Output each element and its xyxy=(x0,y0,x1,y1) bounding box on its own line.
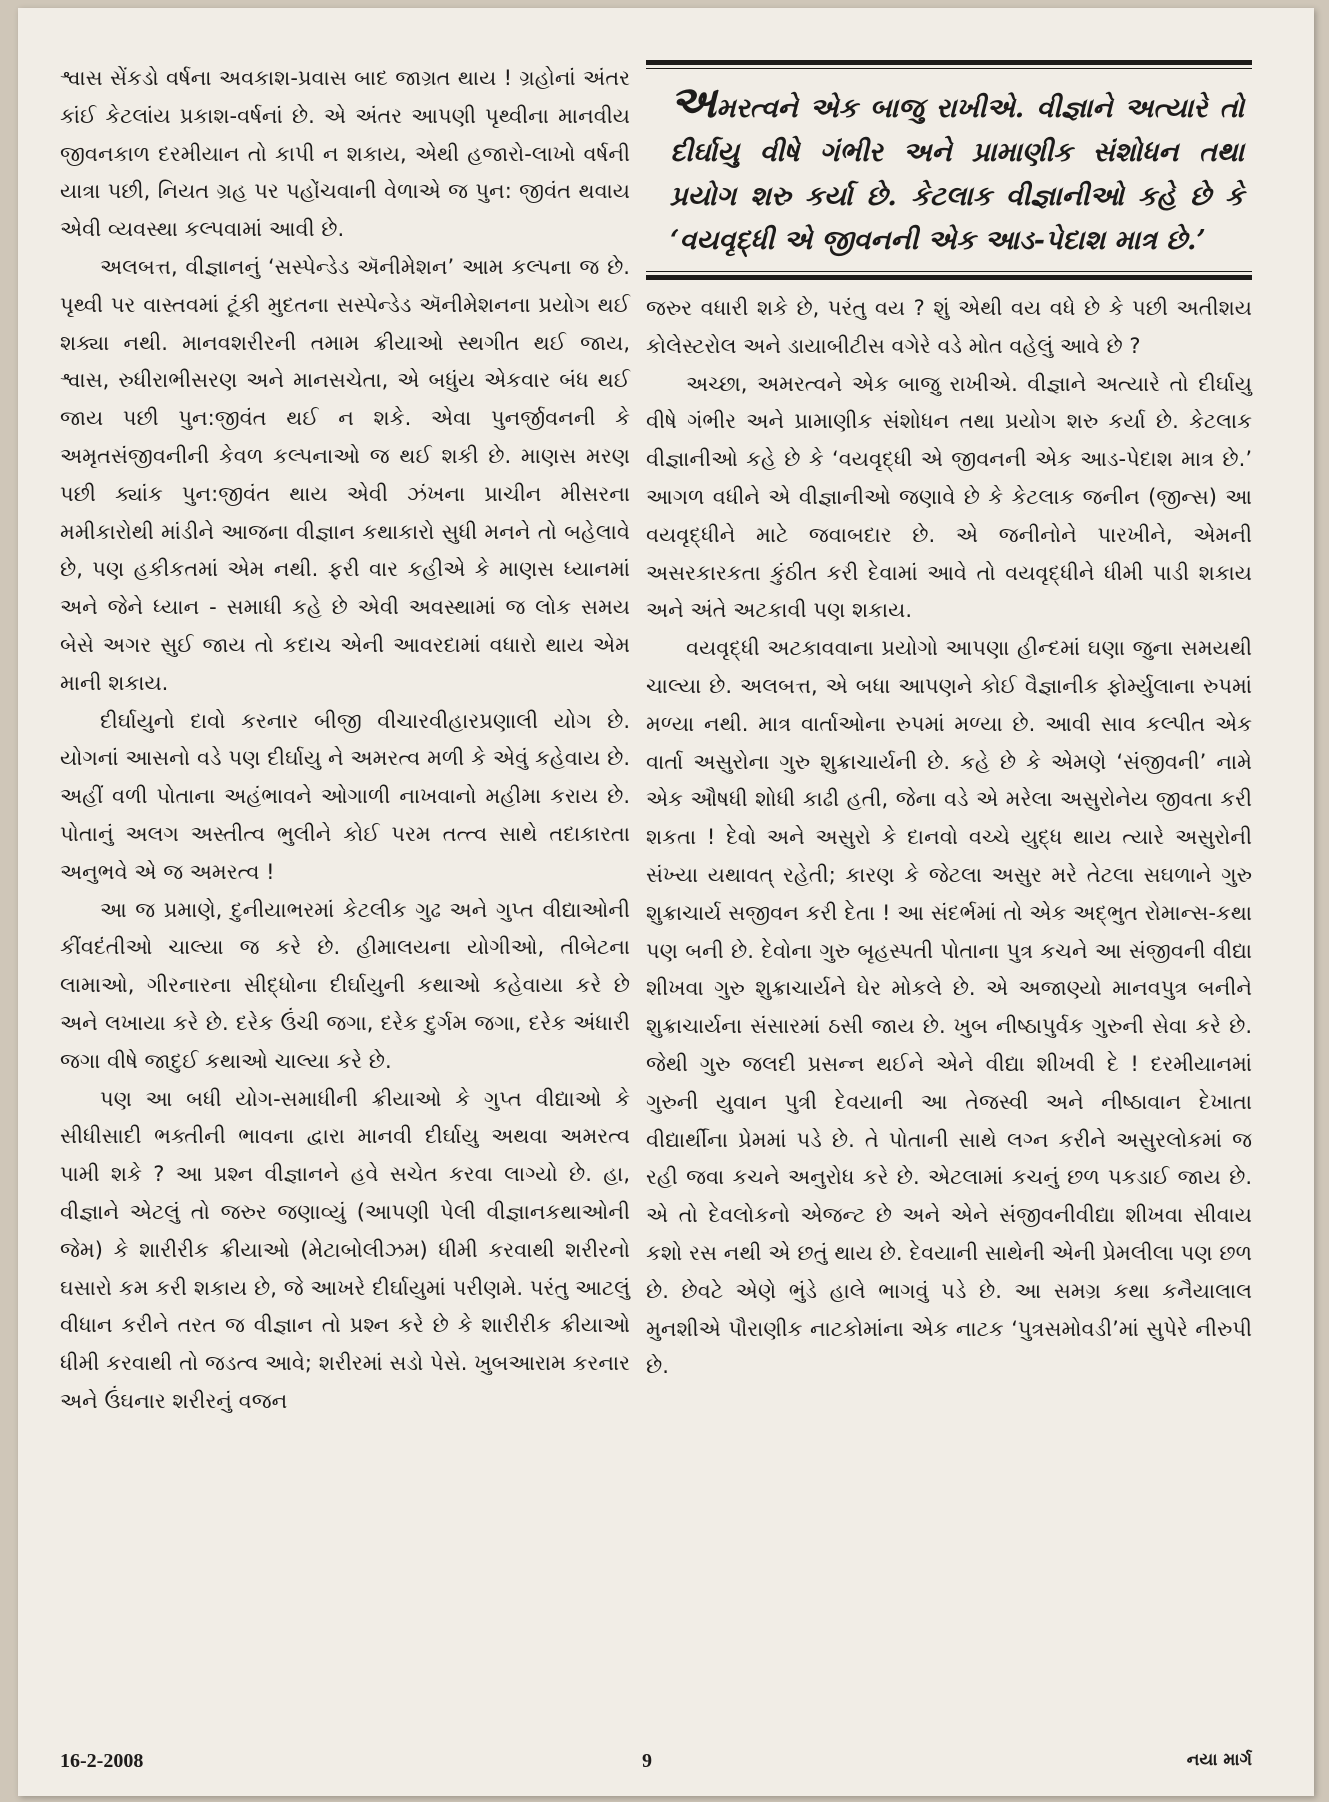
right-text-column xyxy=(646,60,1252,1386)
page-footer xyxy=(60,1750,1252,1778)
magazine-name: નયા માર્ગ xyxy=(1186,1750,1252,1770)
body-paragraph: પણ આ બધી યોગ-સમાધીની ક્રીયાઓ કે ગુપ્ત વીદ્યાઓ કે સીધીસાદી ભક્તીની ભાવના દ્વારા માનવી દીર્ઘાયુ અથવા અમરત્વ પામી શકે ? આ પ્રશ્ન વીજ્ઞાનને હવે સચેત કરવા લાગ્યો છે. હા, વીજ્ઞાને એટલું તો જરુર જણાવ્યું (આપણી પેલી વીજ્ઞાનકથાઓની જેમ) કે શારીરીક ક્રીયાઓ (મેટાબોલીઝમ) ધીમી કરવાથી શરીરનો ઘસારો કમ કરી શકાય છે, જે આખરે દીર્ઘાયુમાં પરીણમે. પરંતુ આટલું વીધાન કરીને તરત જ વીજ્ઞાન તો પ્રશ્ન કરે છે કે શારીરીક ક્રીયાઓ ધીમી કરવાથી તો જડત્વ આવે; શરીરમાં સડો પેસે. ખુબઆરામ કરનાર અને ઉંઘનાર શરીરનું વજન xyxy=(60,1086,630,1413)
pull-quote xyxy=(646,60,1252,280)
issue-date: 16-2-2008 xyxy=(60,1750,144,1772)
magazine-page xyxy=(18,8,1314,1796)
page-number: 9 xyxy=(642,1750,652,1772)
left-text-column xyxy=(60,60,630,1421)
body-paragraph: દીર્ઘાયુનો દાવો કરનાર બીજી વીચારવીહારપ્રણાલી યોગ છે. યોગનાં આસનો વડે પણ દીર્ઘાયુ ને અમરત્વ મળી કે એવું કહેવાય છે. અહીં વળી પોતાના અહંભાવને ઓગાળી નાખવાનો મહીમા કરાય છે. પોતાનું અલગ અસ્તીત્વ ભુલીને કોઈ પરમ તત્ત્વ સાથે તદાકારતા અનુભવે એ જ અમરત્વ ! xyxy=(60,708,630,884)
body-paragraph: અલબત્ત, વીજ્ઞાનનું ‘સસ્પેન્ડેડ ઍનીમેશન’ આમ કલ્પના જ છે. પૃથ્વી પર વાસ્તવમાં ટૂંકી મુદતના સસ્પેન્ડેડ ઍનીમેશનના પ્રયોગ થઈ શક્યા નથી. માનવશરીરની તમામ ક્રીયાઓ સ્થગીત થઈ જાય, શ્વાસ, રુધીરાભીસરણ અને માનસચેતા, એ બધુંય એકવાર બંધ થઈ જાય પછી પુન:જીવંત થઈ ન શકે. એવા પુનર્જીવનની કે અમૃતસંજીવનીની કેવળ કલ્પનાઓ જ થઈ શકી છે. માણસ મરણ પછી ક્યાંક પુન:જીવંત થાય એવી ઝંખના પ્રાચીન મીસરના મમીકારોથી માંડીને આજના વીજ્ઞાન કથાકારો સુધી મનને તો બહેલાવે છે, પણ હકીકતમાં એમ નથી. ફરી વાર કહીએ કે માણસ ધ્યાનમાં અને જેને ધ્યાન - સમાધી કહે છે એવી અવસ્થામાં જ લોક સમય બેસે અગર સુઈ જાય તો કદાચ એની આવરદામાં વધારો થાય એમ માની શકાય. xyxy=(60,254,630,695)
body-paragraph: આ જ પ્રમાણે, દુનીયાભરમાં કેટલીક ગુઢ અને ગુપ્ત વીદ્યાઓની કીંવદંતીઓ ચાલ્યા જ કરે છે. હીમાલયના યોગીઓ, તીબેટના લામાઓ, ગીરનારના સીદ્ધોના દીર્ઘાયુની કથાઓ કહેવાયા કરે છે અને લખાયા કરે છે. દરેક ઉંચી જગા, દરેક દુર્ગમ જગા, દરેક અંધારી જગા વીષે જાદુઈ કથાઓ ચાલ્યા કરે છે. xyxy=(60,897,630,1073)
body-paragraph: વયવૃદ્ધી અટકાવવાના પ્રયોગો આપણા હીન્દમાં ઘણા જુના સમયથી ચાલ્યા છે. અલબત્ત, એ બધા આપણને કોઈ વૈજ્ઞાનીક ફોર્મ્યુલાના રુપમાં મળ્યા નથી. માત્ર વાર્તાઓના રુપમાં મળ્યા છે. આવી સાવ કલ્પીત એક વાર્તા અસુરોના ગુરુ શુક્રાચાર્યની છે. કહે છે કે એમણે ‘સંજીવની’ નામે એક ઔષધી શોધી કાઢી હતી, જેના વડે એ મરેલા અસુરોનેય જીવતા કરી શકતા ! દેવો અને અસુરો કે દાનવો વચ્ચે યુદ્ધ થાય ત્યારે અસુરોની સંખ્યા યથાવત્ રહેતી; કારણ કે જેટલા અસુર મરે તેટલા સઘળાને ગુરુ શુક્રાચાર્ય સજીવન કરી દેતા ! આ સંદર્ભમાં તો એક અદ્ભુત રોમાન્સ-કથા પણ બની છે. દેવોના ગુરુ બૃહસ્પતી પોતાના પુત્ર કચને આ સંજીવની વીદ્યા શીખવા ગુરુ શુક્રાચાર્યને ઘેર મોકલે છે. એ અજાણ્યો માનવપુત્ર બનીને શુક્રાચાર્યના સંસારમાં ઠસી જાય છે. ખુબ નીષ્ઠાપુર્વક ગુરુની સેવા કરે છે. જેથી ગુરુ જલદી પ્રસન્ન થઈને એને વીદ્યા શીખવી દે ! દરમીયાનમાં ગુરુની યુવાન પુત્રી દેવયાની આ તેજસ્વી અને નીષ્ઠાવાન દેખાતા વીદ્યાર્થીના પ્રેમમાં પડે છે. તે પોતાની સાથે લગ્ન કરીને અસુરલોકમાં જ રહી જવા કચને અનુરોધ કરે છે. એટલામાં કચનું છળ પકડાઈ જાય છે. એ તો દેવલોકનો એજન્ટ છે અને એને સંજીવનીવીદ્યા શીખવા સીવાય કશો રસ નથી એ છતું થાય છે. દેવયાની સાથેની એની પ્રેમલીલા પણ છળ છે. છેવટે એણે ભુંડે હાલે ભાગવું પડે છે. આ સમગ્ર કથા કનૈયાલાલ મુનશીએ પૌરાણીક નાટકોમાંના એક નાટક ‘પુત્રસમોવડી’માં સુપેરે નીરુપી છે. xyxy=(646,636,1252,1379)
drop-cap: અ xyxy=(670,77,717,128)
body-paragraph: જરુર વધારી શકે છે, પરંતુ વય ? શું એથી વય વધે છે કે પછી અતીશય કોલેસ્ટરોલ અને ડાયાબીટીસ વગેરે વડે મોત વહેલું આવે છે ? xyxy=(646,296,1252,358)
body-paragraph: અચ્છા, અમરત્વને એક બાજુ રાખીએ. વીજ્ઞાને અત્યારે તો દીર્ઘાયુ વીષે ગંભીર અને પ્રામાણીક સંશોધન તથા પ્રયોગ શરુ કર્યા છે. કેટલાક વીજ્ઞાનીઓ કહે છે કે ‘વયવૃદ્ધી એ જીવનની એક આડ-પેદાશ માત્ર છે.’ આગળ વધીને એ વીજ્ઞાનીઓ જણાવે છે કે કેટલાક જનીન (જીન્સ) આ વયવૃદ્ધીને માટે જવાબદાર છે. એ જનીનોને પારખીને, એમની અસરકારકતા કુંઠીત કરી દેવામાં આવે તો વયવૃદ્ધીને ધીમી પાડી શકાય અને અંતે અટકાવી પણ શકાય. xyxy=(646,371,1252,623)
body-paragraph: શ્વાસ સેંકડો વર્ષના અવકાશ-પ્રવાસ બાદ જાગ્રત થાય ! ગ્રહોનાં અંતર કાંઈ કેટલાંય પ્રકાશ-વર્ષનાં છે. એ અંતર આપણી પૃથ્વીના માનવીય જીવનકાળ દરમીયાન તો કાપી ન શકાય, એથી હજારો-લાખો વર્ષની યાત્રા પછી, નિયત ગ્રહ પર પહોંચવાની વેળાએ જ પુન: જીવંત થવાય એવી વ્યવસ્થા કલ્પવામાં આવી છે. xyxy=(60,66,630,242)
pull-quote-text: મરત્વને એક બાજુ રાખીએ. વીજ્ઞાને અત્યારે તો દીર્ઘાયુ વીષે ગંભીર અને પ્રામાણીક સંશોધન તથા પ્રયોગ શરુ કર્યા છે. કેટલાક વીજ્ઞાનીઓ કહે છે કે ‘વયવૃદ્ધી એ જીવનની એક આડ-પેદાશ માત્ર છે.’ xyxy=(670,93,1244,256)
